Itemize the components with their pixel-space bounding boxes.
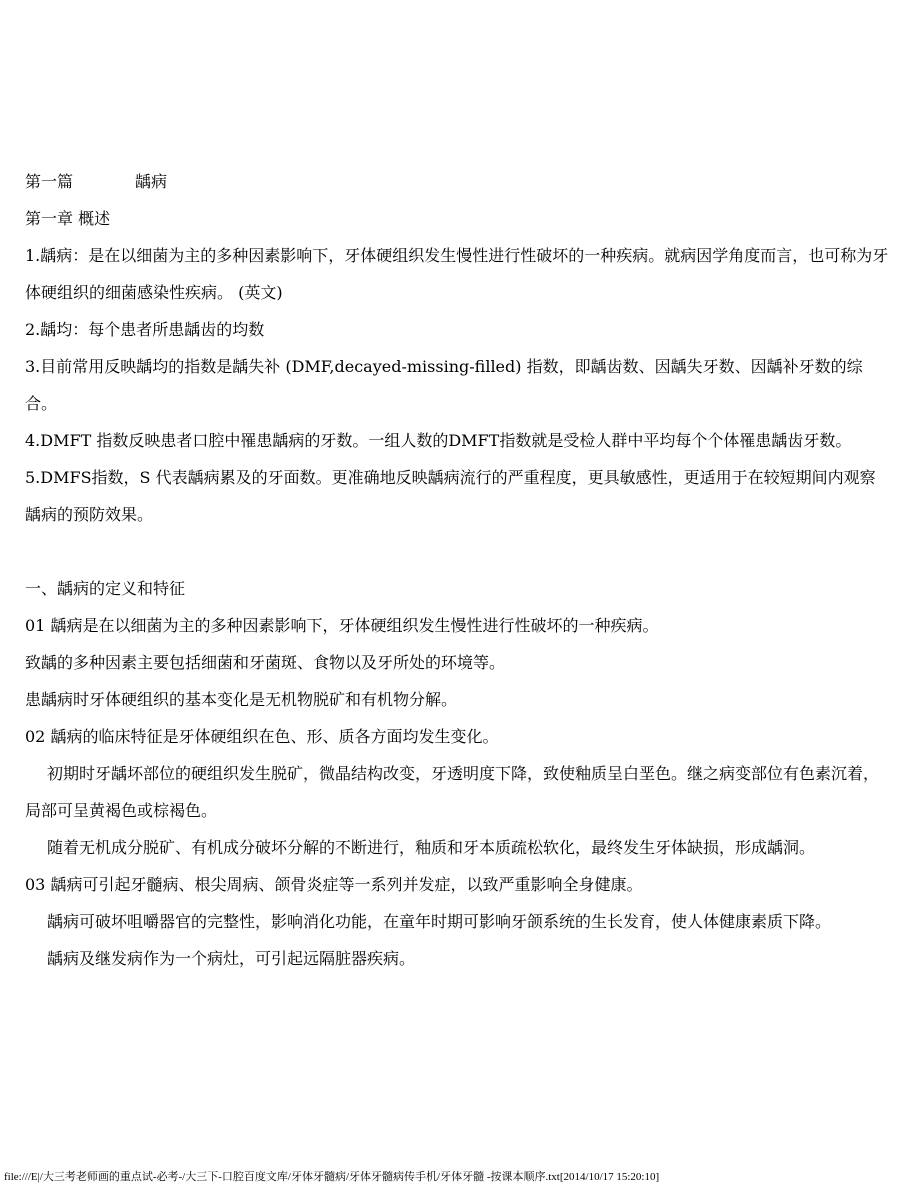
list-item: 2.龋均：每个患者所患龋齿的均数 [25, 320, 265, 339]
section-title: 一、龋病的定义和特征 [25, 579, 186, 598]
section-paragraph: 患龋病时牙体硬组织的基本变化是无机物脱矿和有机物分解。 [25, 690, 458, 709]
part-subject: 龋病 [135, 172, 168, 191]
document-body [25, 163, 890, 977]
section-paragraph: 致龋的多种因素主要包括细菌和牙菌斑、食物以及牙所处的环境等。 [25, 653, 506, 672]
section-paragraph: 随着无机成分脱矿、有机成分破坏分解的不断进行，釉质和牙本质疏松软化，最终发生牙体缺损，形成龋洞。 [47, 838, 816, 857]
file-path-footer: file:///E|/大三考老师画的重点试-必考-/大三下-口腔百度文库/牙体牙髓病/牙体牙髓病传手机/牙体牙髓 -按课本顺序.txt[2014/10/17 15:20:10] [4, 1171, 660, 1183]
part-heading [25, 163, 890, 200]
list-item: 5.DMFS指数，S 代表龋病累及的牙面数。更准确地反映龋病流行的严重程度，更具敏感性，更适用于在较短期间内观察龋病的预防效果。 [25, 468, 876, 524]
section-paragraph: 龋病及继发病作为一个病灶，可引起远隔脏器疾病。 [47, 949, 416, 968]
section-paragraph: 03 龋病可引起牙髓病、根尖周病、颌骨炎症等一系列并发症，以致严重影响全身健康。 [25, 875, 643, 894]
list-item: 3.目前常用反映龋均的指数是龋失补 (DMF,decayed-missing-filled) 指数，即龋齿数、因龋失牙数、因龋补牙数的综合。 [25, 357, 863, 413]
section-paragraph: 龋病可破坏咀嚼器官的完整性，影响消化功能，在童年时期可影响牙颌系统的生长发育，使人体健康素质下降。 [47, 912, 832, 931]
chapter-title: 第一章 概述 [25, 209, 111, 228]
section-paragraph: 初期时牙龋坏部位的硬组织发生脱矿，微晶结构改变，牙透明度下降，致使釉质呈白垩色。继之病变部位有色素沉着，局部可呈黄褐色或棕褐色。 [25, 764, 880, 820]
section-paragraph: 01 龋病是在以细菌为主的多种因素影响下，牙体硬组织发生慢性进行性破坏的一种疾病。 [25, 616, 659, 635]
spacer [25, 533, 890, 570]
part-title: 第一篇 [25, 172, 74, 191]
list-item: 1.龋病：是在以细菌为主的多种因素影响下，牙体硬组织发生慢性进行性破坏的一种疾病。就病因学角度而言，也可称为牙体硬组织的细菌感染性疾病。 (英文) [25, 246, 889, 302]
section-paragraph: 02 龋病的临床特征是牙体硬组织在色、形、质各方面均发生变化。 [25, 727, 499, 746]
list-item: 4.DMFT 指数反映患者口腔中罹患龋病的牙数。一组人数的DMFT指数就是受检人群中平均每个个体罹患龋齿牙数。 [25, 431, 852, 450]
